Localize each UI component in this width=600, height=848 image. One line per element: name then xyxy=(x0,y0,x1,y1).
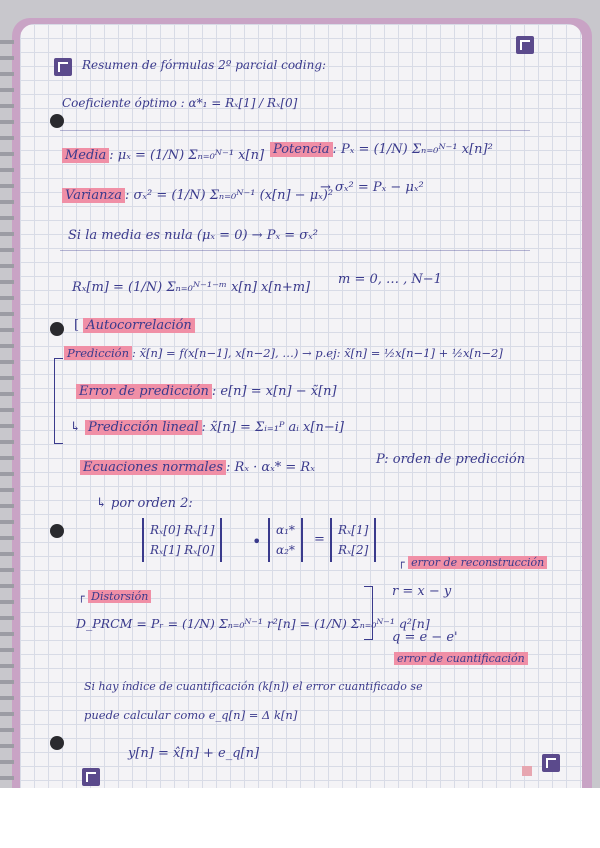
equals-sign: = xyxy=(314,532,325,547)
autocorrelacion-formula: Rₓ[m] = (1/N) Σₙ₌₀ᴺ⁻¹⁻ᵐ x[n] x[n+m] xyxy=(72,280,311,295)
spiral-binding xyxy=(0,40,14,780)
punch-hole xyxy=(50,114,64,128)
prediccion-lineal-formula: : x̃[n] = Σᵢ₌₁ᴾ aᵢ x[n−i] xyxy=(201,420,344,435)
indice-line-2: puede calcular como e_q[n] = Δ k[n] xyxy=(84,708,298,722)
distorsion-formula: D_PRCM = Pᵣ = (1/N) Σₙ₌₀ᴺ⁻¹ r²[n] = (1/N) Σₙ₌₀ᴺ⁻¹ q²[n] xyxy=(76,616,430,631)
matrix-row: Rₓ[2] xyxy=(338,543,369,557)
matrix-row: α₁* xyxy=(276,523,295,537)
media-formula: : μₓ = (1/N) Σₙ₌₀ᴺ⁻¹ x[n] xyxy=(109,148,265,163)
dot-operator: • xyxy=(252,532,262,551)
prediccion-lineal-label: Predicción lineal xyxy=(85,420,201,435)
r-equation: r = x − y xyxy=(392,584,452,599)
reconstruction-bracket xyxy=(364,586,373,640)
error-cuantificacion-label: error de cuantificación xyxy=(394,652,528,665)
coeficiente-optimo: Coeficiente óptimo : α*₁ = Rₓ[1] / Rₓ[0] xyxy=(62,96,298,110)
media-label: Media xyxy=(62,148,109,163)
prediction-bracket xyxy=(54,358,63,444)
autocorrelation-vector xyxy=(330,518,376,562)
corner-logo-icon xyxy=(542,754,560,772)
error-reconstruccion-line: ┌ error de reconstrucción xyxy=(398,556,547,569)
punch-hole xyxy=(50,322,64,336)
divider-line xyxy=(60,130,530,131)
potencia-line xyxy=(270,142,493,157)
corner-logo-icon xyxy=(54,58,72,76)
varianza-formula: : σₓ² = (1/N) Σₙ₌₀ᴺ⁻¹ (x[n] − μₓ)² xyxy=(125,188,334,203)
prediccion-lineal-line: ↳ Predicción lineal : x̃[n] = Σᵢ₌₁ᴾ aᵢ x[n−i] xyxy=(70,420,344,435)
prediccion-label: Predicción xyxy=(64,346,132,360)
autocorrelacion-line: [ Autocorrelación xyxy=(74,318,195,333)
orden-prediccion: P: orden de predicción xyxy=(376,452,526,467)
divider-line xyxy=(60,250,530,251)
notebook-page xyxy=(20,24,582,788)
y-equation: y[n] = x̂[n] + e_q[n] xyxy=(128,746,260,761)
autocorrelacion-label: Autocorrelación xyxy=(83,318,195,333)
orden-2: ↳ por orden 2: xyxy=(96,496,193,511)
indice-line-1: Si hay índice de cuantificación (k[n]) el error cuantificado se xyxy=(84,680,423,693)
q-equation: q = e − e' xyxy=(392,630,458,645)
corner-logo-icon xyxy=(82,768,100,786)
autocorrelacion-range: m = 0, … , N−1 xyxy=(338,272,442,287)
matrix-row: Rₓ[0] Rₓ[1] xyxy=(150,523,215,537)
ecuaciones-normales-label: Ecuaciones normales xyxy=(80,460,226,475)
varianza-label: Varianza xyxy=(62,188,125,203)
media-line xyxy=(62,148,264,163)
corner-logo-icon xyxy=(516,36,534,54)
prediccion-formula: : x̃[n] = f(x[n−1], x[n−2], …) → p.ej: x̃[n] = ½x[n−1] + ½x[n−2] xyxy=(131,346,503,360)
corner-mark xyxy=(522,766,532,776)
error-prediccion-formula: : e[n] = x[n] − x̃[n] xyxy=(211,384,337,399)
coefficient-vector xyxy=(268,518,303,562)
media-nula: Si la media es nula (μₓ = 0) → Pₓ = σₓ² xyxy=(68,228,318,243)
matrix-row: Rₓ[1] Rₓ[0] xyxy=(150,543,215,557)
distorsion-label: Distorsión xyxy=(88,590,151,603)
error-cuantificacion-line xyxy=(394,652,528,665)
potencia-formula: : Pₓ = (1/N) Σₙ₌₀ᴺ⁻¹ x[n]² xyxy=(332,142,493,157)
error-reconstruccion-label: error de reconstrucción xyxy=(408,556,547,569)
page-title: Resumen de fórmulas 2º parcial coding: xyxy=(82,58,327,72)
distorsion-line: ┌ Distorsión xyxy=(78,590,151,603)
ecuaciones-normales-formula: : Rₓ · αₓ* = Rₓ xyxy=(226,460,315,475)
error-prediccion-line xyxy=(76,384,337,399)
punch-hole xyxy=(50,736,64,750)
potencia-label: Potencia xyxy=(270,142,333,157)
varianza-line xyxy=(62,188,333,203)
matrix-row: α₂* xyxy=(276,543,295,557)
error-prediccion-label: Error de predicción xyxy=(76,384,212,399)
varianza-relation: → σₓ² = Pₓ − μₓ² xyxy=(320,180,424,195)
punch-hole xyxy=(50,524,64,538)
matrix-row: Rₓ[1] xyxy=(338,523,369,537)
autocorrelation-matrix xyxy=(142,518,222,562)
prediccion-line xyxy=(64,346,503,360)
ecuaciones-normales-line xyxy=(80,460,315,475)
